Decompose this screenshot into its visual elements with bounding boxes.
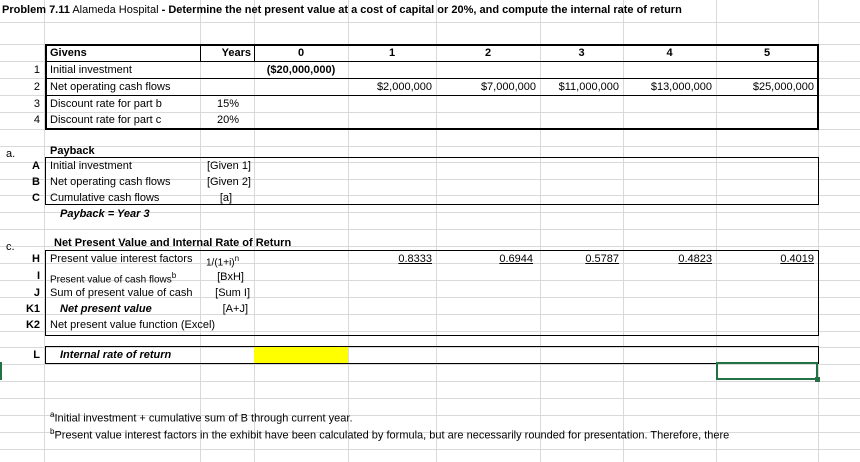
payback-header: Payback: [50, 145, 95, 157]
cash-flow-y5: $25,000,000: [752, 81, 814, 93]
payback-row-ref: [Given 1]: [206, 160, 251, 172]
left-edge-marker: [0, 362, 2, 380]
pv-factor-exponent: n: [234, 254, 240, 263]
irr-row-num: L: [33, 349, 40, 361]
discount-rate-b: 15%: [216, 98, 239, 110]
years-header: Years: [221, 47, 251, 59]
npv-row-label: Sum of present value of cash: [50, 287, 193, 299]
title-dash: -: [158, 4, 169, 16]
payback-row-num: B: [32, 176, 40, 188]
footnote-b-ref: b: [171, 271, 177, 280]
npv-row-num: K1: [25, 303, 40, 315]
cash-flow-y3: $11,000,000: [558, 81, 619, 93]
pv-factor-y4: 0.4823: [678, 253, 712, 265]
givens-row-label: Initial investment: [50, 64, 132, 76]
payback-result: Payback = Year 3: [60, 208, 150, 220]
npv-row-label: Net present value function (Excel): [50, 319, 216, 331]
pv-factor-y3: 0.5787: [585, 253, 619, 265]
npv-row-label: Net present value: [60, 303, 152, 315]
npv-row-num: I: [36, 270, 40, 282]
npv-row-label: Present value of cash flows: [50, 274, 172, 286]
footnote-b: [50, 425, 729, 443]
payback-row-ref: [Given 2]: [206, 176, 251, 188]
year-col-0: 0: [297, 47, 305, 59]
footnote-a-text: Initial investment + cumulative sum of B through current year.: [54, 412, 353, 425]
givens-row-num: 3: [33, 98, 40, 110]
givens-header-underline: [45, 61, 819, 62]
givens-row-label: Discount rate for part b: [50, 98, 162, 110]
givens-row-label: Discount rate for part c: [50, 114, 162, 126]
givens-row-num: 2: [33, 81, 40, 93]
year-col-5: 5: [763, 47, 771, 59]
footnote-a: [50, 408, 353, 426]
payback-row-label: Initial investment: [50, 160, 132, 172]
pv-factor-formula-text: 1/(1+i): [206, 257, 235, 269]
pv-factor-y1: 0.8333: [398, 253, 432, 265]
givens-header: Givens: [50, 47, 87, 59]
footnote-a-mark: a: [50, 410, 55, 419]
year-col-1: 1: [388, 47, 396, 59]
footnote-b-text: Present value interest factors in the exhibit have been calculated by formula, but are necessarily rounded for presentation. Therefore, there: [54, 429, 730, 442]
footnote-b-mark: b: [50, 427, 55, 436]
npv-row-num: K2: [25, 319, 40, 331]
givens-row-num: 1: [33, 64, 40, 76]
pv-factor-formula: [206, 252, 239, 270]
npv-row-label-i: [50, 269, 176, 287]
npv-row-ref: [Sum I]: [215, 287, 250, 299]
givens-row-num: 4: [33, 114, 40, 126]
problem-task: Determine the net present value at a cost of capital or 20%, and compute the internal rate of return: [168, 4, 682, 16]
givens-row-label: Net operating cash flows: [50, 81, 171, 93]
section-c-label: c.: [6, 241, 15, 253]
npv-row-label: Present value interest factors: [50, 253, 193, 265]
npv-row-ref: [BxH]: [217, 271, 244, 283]
payback-row-ref: [a]: [219, 192, 233, 204]
discount-rate-c: 20%: [216, 114, 239, 126]
initial-investment-value: ($20,000,000): [266, 64, 336, 76]
year-col-3: 3: [578, 47, 585, 59]
year-col-4: 4: [666, 47, 673, 59]
pv-factor-y5: 0.4019: [780, 253, 814, 265]
payback-row-num: A: [32, 160, 40, 172]
cash-flow-y2: $7,000,000: [480, 81, 536, 93]
npv-row-ref: [A+J]: [222, 303, 248, 315]
npv-row-num: H: [32, 253, 40, 265]
hospital-name: Alameda Hospital: [72, 4, 159, 16]
pv-factor-y2: 0.6944: [499, 253, 533, 265]
problem-title: [2, 3, 682, 17]
payback-row-label: Net operating cash flows: [50, 176, 171, 188]
payback-row-num: C: [32, 192, 40, 204]
problem-number: Problem 7.11: [2, 4, 70, 16]
givens-y2-divider: [45, 95, 819, 96]
givens-y1-divider: [45, 78, 819, 79]
section-a-label: a.: [6, 148, 16, 160]
irr-label: Internal rate of return: [60, 349, 172, 361]
npv-header: Net Present Value and Internal Rate of Return: [54, 237, 292, 249]
irr-answer-cell[interactable]: [254, 347, 348, 363]
cash-flow-y4: $13,000,000: [650, 81, 712, 93]
year-col-2: 2: [484, 47, 492, 59]
selected-cell[interactable]: [716, 362, 818, 380]
npv-row-num: J: [33, 287, 40, 299]
fill-handle[interactable]: [815, 377, 820, 382]
cash-flow-y1: $2,000,000: [376, 81, 432, 93]
payback-row-label: Cumulative cash flows: [50, 192, 160, 204]
